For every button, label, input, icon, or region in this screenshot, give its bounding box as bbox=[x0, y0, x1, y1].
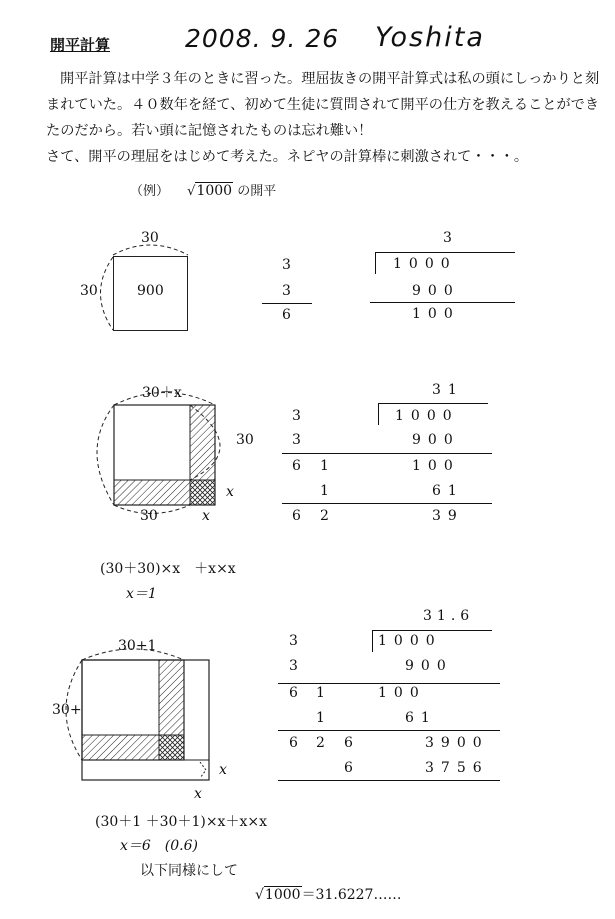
step3-left-r3a: 6 bbox=[289, 685, 298, 701]
step2-bottom-label: 30 bbox=[140, 508, 158, 524]
result-radicand: 1000 bbox=[264, 887, 301, 903]
step3-top-label: 30+1 bbox=[118, 638, 157, 654]
step2-equation-1: (30＋30)×x ＋x×x bbox=[100, 561, 236, 577]
step3-sub2: 61 bbox=[405, 710, 437, 726]
step2-left-r3a: 6 bbox=[292, 458, 301, 474]
step3-sub3: 3756 bbox=[425, 760, 489, 776]
step1-subtrahend: 900 bbox=[412, 283, 460, 299]
step3-left-r1: 3 bbox=[289, 633, 298, 649]
step3-left-rule3 bbox=[278, 780, 500, 781]
step2-rem1: 100 bbox=[412, 458, 460, 474]
step2-right-label: 30 bbox=[236, 432, 254, 448]
step3-left-r6: 6 bbox=[344, 760, 353, 776]
example-radicand: 1000 bbox=[196, 183, 233, 199]
step2-quotient: 31 bbox=[432, 382, 464, 398]
result-value: ＝31.6227…… bbox=[301, 887, 402, 903]
step3-note: 以下同様にして bbox=[140, 863, 238, 879]
step2-left-r5a: 6 bbox=[292, 508, 301, 524]
page-title: 開平計算 bbox=[50, 36, 111, 54]
step3-x-right-label: x bbox=[219, 762, 227, 778]
step3-left-r5c: 6 bbox=[344, 735, 353, 751]
sqrt-symbol: √ bbox=[187, 184, 196, 199]
step2-dividend: 1000 bbox=[395, 408, 459, 424]
step2-x-bottom-label: x bbox=[202, 508, 210, 524]
intro-line-2: さて、開平の理屈をはじめて考えた。ネピヤの計算棒に刺激されて・・・。 bbox=[46, 149, 529, 165]
step3-rem2: 3900 bbox=[425, 735, 489, 751]
step3-left-rule1 bbox=[278, 683, 500, 684]
step3-left-rule2 bbox=[278, 730, 500, 731]
step1-top-label: 30 bbox=[141, 230, 159, 246]
step2-left-r2: 3 bbox=[292, 432, 301, 448]
example-suffix: の開平 bbox=[237, 184, 277, 199]
step1-left-r2: 3 bbox=[282, 283, 291, 299]
step1-quotient: 3 bbox=[443, 230, 452, 246]
step1-left-label: 30 bbox=[80, 283, 98, 299]
step2-equation-2: x＝1 bbox=[126, 586, 157, 602]
step3-dividend: 1000 bbox=[378, 633, 442, 649]
step3-left-label: 30+ bbox=[52, 702, 82, 718]
result-sqrt-symbol: √ bbox=[255, 887, 264, 903]
step2-left-r3b: 1 bbox=[320, 458, 329, 474]
example-label: （例） bbox=[130, 184, 170, 199]
step3-x-bottom-label: x bbox=[194, 786, 202, 802]
step3-equation-2: x＝6 (0.6) bbox=[120, 838, 198, 854]
step3-result bbox=[255, 884, 401, 904]
step3-left-r4: 1 bbox=[316, 710, 325, 726]
step3-left-r3b: 1 bbox=[316, 685, 325, 701]
step2-sub2: 61 bbox=[432, 483, 464, 499]
step3-rem1: 100 bbox=[378, 685, 426, 701]
step1-left-r3: 6 bbox=[282, 307, 291, 323]
step1-dividend: 1000 bbox=[393, 256, 457, 272]
step3-quotient: 31.6 bbox=[423, 608, 475, 624]
intro-line-1: 開平計算は中学３年のときに習った。理屈抜きの開平計算式は私の頭にしっかりと刻まれていた。４０数年を経て、初めて生徒に質問されて開平の仕方を教えることができたのだから。若い頭に記憶されたものは忘れ難い！ bbox=[46, 71, 600, 139]
step3-radical-tick bbox=[372, 630, 373, 652]
step2-left-r1: 3 bbox=[292, 408, 301, 424]
step2-top-label: 30＋x bbox=[142, 385, 182, 401]
step2-sub1: 900 bbox=[412, 432, 460, 448]
step2-rem2: 39 bbox=[432, 508, 464, 524]
handwritten-author: Yoshita bbox=[375, 22, 485, 53]
step3-sub1: 900 bbox=[405, 658, 453, 674]
step3-left-r2: 3 bbox=[289, 658, 298, 674]
step2-left-r4: 1 bbox=[320, 483, 329, 499]
step1-remainder: 100 bbox=[412, 306, 460, 322]
step3-equation-1: (30＋1 ＋30＋1)×x＋x×x bbox=[95, 814, 267, 830]
step1-area-label: 900 bbox=[137, 283, 164, 299]
step2-x-right-label: x bbox=[226, 484, 234, 500]
step3-left-r5b: 2 bbox=[316, 735, 325, 751]
step2-left-r5b: 2 bbox=[320, 508, 329, 524]
step3-radical-bar bbox=[372, 630, 492, 631]
step1-left-r1: 3 bbox=[282, 257, 291, 273]
step3-left-r5a: 6 bbox=[289, 735, 298, 751]
handwritten-date: 2008. 9. 26 bbox=[185, 24, 340, 53]
